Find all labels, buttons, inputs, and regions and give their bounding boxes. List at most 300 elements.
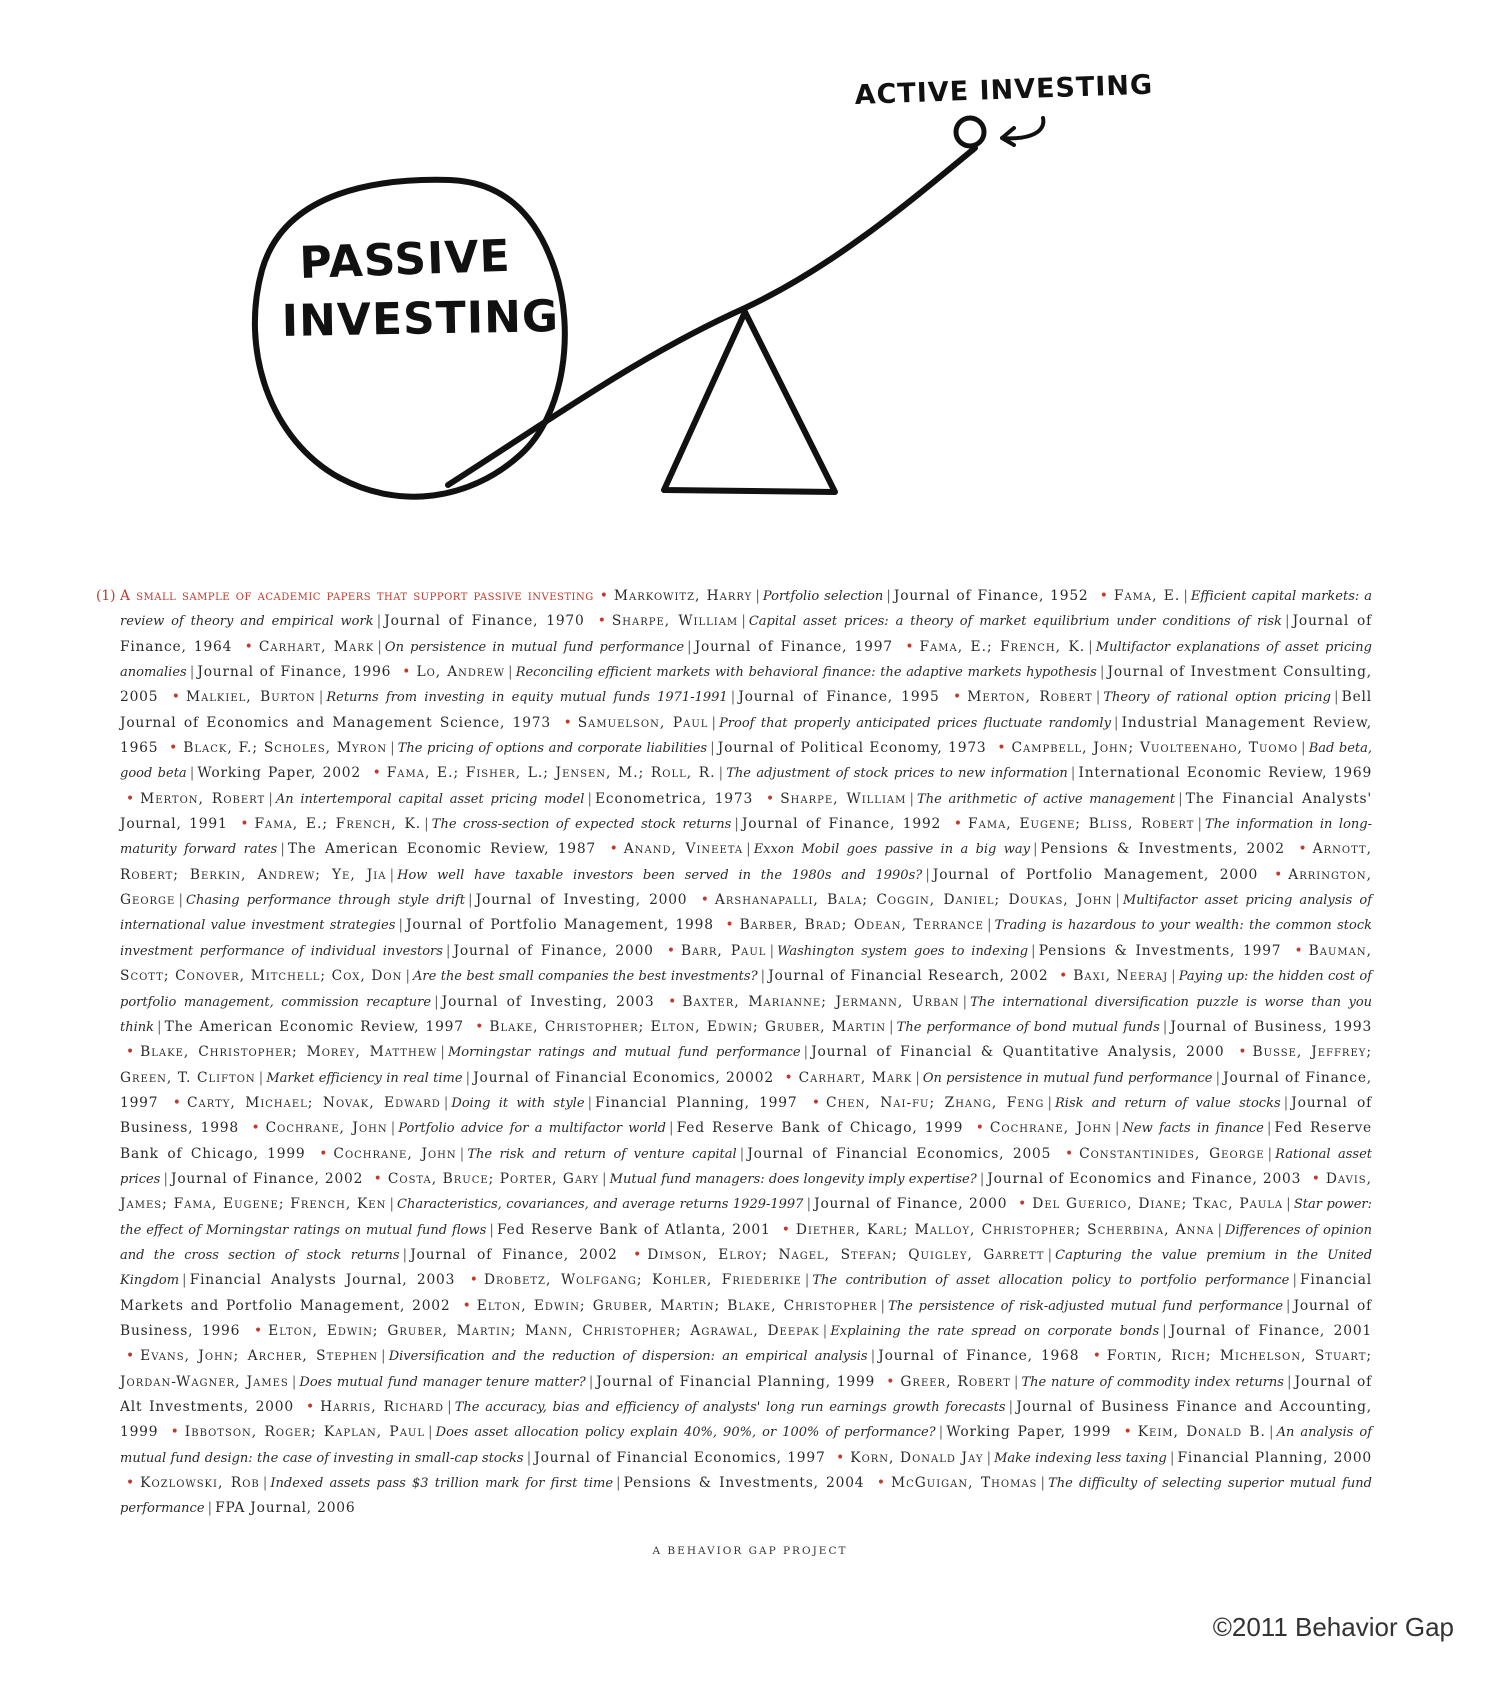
reference-journal: Journal of Finance, 2001 — [1169, 1322, 1372, 1339]
reference-authors: Anand, Vineeta — [623, 841, 744, 858]
reference-journal: Journal of Financial Economics, 2005 — [747, 1145, 1052, 1162]
reference-journal: Financial Markets and Portfolio Management, 2002 — [120, 1272, 1373, 1314]
reference-authors: Bauman, Scott; Conover, Mitchell; Cox, Don — [120, 942, 1372, 985]
reference-item — [140, 1348, 1079, 1364]
field-divider: | — [390, 740, 395, 757]
field-divider: | — [986, 917, 992, 934]
field-divider: | — [1268, 1424, 1274, 1441]
reference-authors: Costa, Bruce; Porter, Gary — [387, 1170, 600, 1187]
field-divider: | — [1162, 1018, 1168, 1035]
reference-authors: Merton, Robert — [967, 689, 1093, 706]
field-divider: | — [398, 917, 404, 934]
field-divider: | — [668, 1120, 674, 1137]
reference-title: Returns from investing in equity mutual funds 1971-1991 — [326, 690, 728, 706]
field-divider: | — [262, 1475, 268, 1492]
reference-authors: Carhart, Mark — [258, 638, 375, 655]
reference-journal: Journal of Finance, 2002 — [171, 1170, 364, 1187]
separator-dot: • — [766, 790, 775, 807]
field-divider: | — [760, 968, 766, 985]
separator-dot: • — [251, 1120, 260, 1137]
reference-list — [120, 588, 1372, 1516]
reference-journal: Journal of Financial Economics, 20002 — [473, 1069, 774, 1086]
separator-dot: • — [1018, 1196, 1027, 1213]
reference-authors: Greer, Robert — [900, 1373, 1011, 1390]
reference-journal: Journal of Business, 1993 — [1170, 1018, 1373, 1035]
reference-journal: Journal of Portfolio Management, 2000 — [932, 866, 1259, 883]
reference-journal: Financial Planning, 2000 — [1177, 1449, 1372, 1466]
reference-authors: Markowitz, Harry — [613, 588, 753, 604]
field-divider: | — [886, 588, 891, 604]
field-divider: | — [1286, 1196, 1291, 1213]
reference-authors: Cochrane, John — [265, 1120, 388, 1137]
separator-dot: • — [609, 841, 618, 858]
separator-dot: • — [169, 740, 178, 757]
field-divider: | — [587, 1094, 593, 1111]
seesaw-sketch — [0, 0, 1500, 560]
field-divider: | — [1070, 765, 1076, 782]
reference-title: Mutual fund managers: does longevity imply expertise? — [609, 1171, 977, 1187]
reference-authors: Elton, Edwin; Gruber, Martin; Blake, Christopher — [476, 1297, 878, 1314]
reference-title: Does asset allocation policy explain 40%, 90%, or 100% of performance? — [435, 1425, 936, 1441]
reference-title: On persistence in mutual fund performance — [922, 1070, 1213, 1086]
reference-authors: Campbell, John; Vuolteenaho, Tuomo — [1011, 740, 1299, 757]
reference-authors: Fortin, Rich; Michelson, Stuart; Jordan-Wagner, James — [120, 1348, 1373, 1390]
separator-dot: • — [172, 1094, 181, 1111]
separator-dot: • — [126, 1475, 135, 1492]
reference-journal: Journal of Finance, 1952 — [893, 588, 1089, 604]
reference-item — [186, 689, 940, 705]
field-divider: | — [587, 790, 593, 807]
reference-journal: Journal of Finance, 1997 — [694, 638, 893, 655]
reference-title: Differences of opinion and the cross section of stock returns — [120, 1222, 1372, 1263]
field-divider: | — [465, 1069, 471, 1086]
field-divider: | — [1171, 968, 1176, 985]
reference-item — [254, 816, 941, 832]
separator-dot: • — [563, 714, 572, 731]
field-divider: | — [962, 993, 968, 1010]
reference-journal: Journal of Finance, 2002 — [410, 1246, 618, 1263]
separator-dot: • — [1059, 968, 1068, 985]
reference-title: Portfolio selection — [762, 589, 884, 604]
reference-journal: Journal of Economics and Finance, 2003 — [987, 1170, 1302, 1187]
field-divider: | — [291, 1373, 297, 1390]
reference-journal: Pensions & Investments, 2004 — [623, 1475, 865, 1492]
fulcrum-triangle — [664, 312, 835, 492]
separator-dot: • — [597, 613, 606, 630]
field-divider: | — [822, 1322, 828, 1339]
reference-item — [266, 1120, 964, 1136]
reference-journal: Journal of Political Economy, 1973 — [717, 740, 987, 757]
field-divider: | — [440, 1044, 445, 1061]
reference-authors: Ibbotson, Roger; Kaplan, Paul — [184, 1424, 425, 1441]
reference-authors: Harris, Richard — [320, 1399, 445, 1415]
reference-journal: Bell Journal of Economics and Management Science, 1973 — [120, 689, 1372, 731]
field-divider: | — [755, 588, 760, 604]
reference-item — [624, 841, 1285, 857]
field-divider: | — [687, 638, 692, 655]
reference-item — [388, 1171, 1301, 1187]
field-divider: | — [1334, 689, 1339, 706]
separator-dot: • — [372, 765, 381, 782]
active-label: ACTIVE INVESTING — [854, 69, 1154, 111]
field-divider: | — [1113, 714, 1119, 731]
separator-dot: • — [1298, 841, 1307, 858]
reference-title: How well have taxable investors been served in the 1980s and 1990s? — [397, 867, 923, 883]
field-divider: | — [376, 613, 382, 630]
reference-title: Capital asset prices: a theory of market equilibrium under conditions of risk — [748, 614, 1282, 630]
reference-authors: Baxter, Marianne; Jermann, Urban — [682, 993, 960, 1010]
reference-item — [681, 943, 1281, 959]
field-divider: | — [1266, 1120, 1272, 1137]
separator-dot: • — [784, 1069, 793, 1086]
separator-dot: • — [373, 1170, 382, 1187]
field-divider: | — [447, 1399, 452, 1415]
reference-title: The arithmetic of active management — [917, 791, 1176, 807]
field-divider: | — [803, 1044, 809, 1061]
separator-dot: • — [1123, 1424, 1132, 1441]
reference-journal: Journal of Business, 1998 — [120, 1094, 1373, 1137]
copyright-notice: ©2011 Behavior Gap — [1212, 1612, 1454, 1642]
field-divider: | — [588, 1373, 594, 1390]
separator-dot: • — [244, 638, 253, 655]
field-divider: | — [925, 866, 930, 883]
field-divider: | — [915, 1069, 920, 1086]
reference-title: Make indexing less taxing — [994, 1450, 1167, 1466]
separator-dot: • — [1092, 1348, 1101, 1365]
reference-authors: Barr, Paul — [680, 942, 767, 959]
separator-dot: • — [126, 1348, 135, 1365]
field-divider: | — [1215, 1069, 1221, 1086]
field-divider: | — [1031, 942, 1036, 959]
separator-dot: • — [975, 1120, 984, 1137]
field-divider: | — [182, 1272, 187, 1289]
separator-dot: • — [811, 1094, 821, 1111]
reference-title: An analysis of mutual fund design: the case of investing in small-cap stocks — [120, 1425, 1373, 1466]
reference-item — [140, 1044, 1224, 1060]
separator-dot: • — [305, 1399, 315, 1415]
reference-journal: Econometrica, 1973 — [595, 790, 754, 807]
field-divider: | — [445, 942, 451, 959]
field-divider: | — [806, 1196, 812, 1213]
field-divider: | — [1008, 1399, 1014, 1415]
reference-authors: Baxi, Neeraj — [1073, 968, 1169, 985]
reference-title: The performance of bond mutual funds — [896, 1019, 1160, 1035]
field-divider: | — [468, 892, 473, 909]
separator-dot: • — [170, 1424, 179, 1441]
separator-dot: • — [126, 790, 135, 807]
reference-title: Exxon Mobil goes passive in a big way — [753, 842, 1030, 858]
field-divider: | — [1115, 892, 1120, 909]
reference-authors: Sharpe, William — [780, 790, 907, 807]
field-divider: | — [870, 1348, 876, 1365]
field-divider: | — [389, 1196, 395, 1213]
field-divider: | — [1292, 1272, 1298, 1289]
separator-dot: • — [725, 917, 734, 934]
reference-title: The nature of commodity index returns — [1021, 1374, 1284, 1390]
reference-title: Proof that properly anticipated prices fluctuate randomly — [719, 715, 1111, 731]
reference-authors: Carhart, Mark — [798, 1069, 913, 1086]
reference-title: Characteristics, covariances, and average returns 1929-1997 — [397, 1197, 804, 1213]
field-divider: | — [741, 613, 746, 630]
reference-authors: Diether, Karl; Malloy, Christopher; Scherbina, Anna — [795, 1221, 1215, 1238]
reference-title: The cross-section of expected stock returns — [431, 817, 732, 833]
field-divider: | — [189, 664, 195, 681]
separator-dot: • — [666, 942, 675, 959]
reference-title: The pricing of options and corporate liabilities — [397, 741, 708, 757]
field-divider: | — [258, 1069, 264, 1086]
reference-title: Explaining the rate spread on corporate bonds — [830, 1323, 1160, 1339]
field-divider: | — [381, 1348, 386, 1365]
field-divider: | — [1301, 740, 1306, 757]
reference-journal: Pensions & Investments, 2002 — [1040, 841, 1285, 858]
reference-title: Market efficiency in real time — [266, 1070, 463, 1086]
reference-title: Theory of rational option pricing — [1103, 690, 1331, 706]
reference-item — [614, 588, 1089, 604]
separator-dot: • — [1238, 1044, 1247, 1061]
field-divider: | — [402, 1246, 408, 1263]
field-divider: | — [718, 765, 724, 782]
field-divider: | — [889, 1018, 894, 1035]
reference-authors: Korn, Donald Jay — [850, 1449, 984, 1466]
field-divider: | — [390, 1120, 396, 1137]
reference-journal: Journal of Finance, 1968 — [878, 1348, 1080, 1365]
reference-authors: Chen, Nai-fu; Zhang, Feng — [826, 1094, 1045, 1111]
passive-label-line2: INVESTING — [281, 291, 560, 347]
reference-item — [489, 1019, 1372, 1035]
field-divider: | — [428, 1424, 433, 1441]
separator-dot: • — [836, 1449, 845, 1466]
field-divider: | — [1283, 1094, 1289, 1111]
separator-dot: • — [240, 816, 249, 833]
field-divider: | — [443, 1094, 449, 1111]
reference-title: The persistence of risk-adjusted mutual fund performance — [888, 1298, 1283, 1314]
field-divider: | — [1047, 1094, 1052, 1111]
reference-title: New facts in finance — [1122, 1121, 1264, 1137]
reference-journal: Journal of Finance, 1992 — [741, 816, 942, 833]
separator-dot: • — [781, 1221, 790, 1238]
separator-dot: • — [700, 892, 709, 909]
reference-item — [187, 1095, 797, 1111]
reference-item — [387, 765, 1372, 781]
reference-journal: Journal of Investment Consulting, 2005 — [120, 664, 1372, 706]
field-divider: | — [1217, 1221, 1223, 1238]
reference-title: An intertemporal capital asset pricing model — [275, 791, 585, 807]
reference-title: Diversification and the reduction of dispersion: an empirical analysis — [388, 1349, 868, 1365]
field-divider: | — [1285, 1297, 1291, 1314]
reference-authors: McGuigan, Thomas — [890, 1475, 1038, 1492]
active-investing-circle — [956, 118, 984, 146]
reference-title: Morningstar ratings and mutual fund performance — [447, 1045, 801, 1061]
reference-item — [850, 1450, 1372, 1466]
reference-title: Doing it with style — [451, 1095, 585, 1111]
reference-title: Rational asset prices — [120, 1146, 1372, 1187]
reference-journal: Fed Reserve Bank of Chicago, 1999 — [676, 1120, 964, 1137]
reference-authors: Fama, E. — [1113, 588, 1181, 604]
field-divider: | — [1013, 1373, 1019, 1390]
references-paragraph — [96, 584, 1372, 1522]
reference-authors: Carty, Michael; Novak, Edward — [186, 1094, 441, 1111]
footnote-number: (1) — [96, 588, 116, 604]
reference-authors: Blake, Christopher; Morey, Matthew — [140, 1044, 438, 1061]
reference-title: The risk and return of venture capital — [467, 1146, 737, 1162]
field-divider: | — [424, 816, 429, 833]
reference-item — [183, 740, 986, 756]
separator-dot: • — [475, 1018, 484, 1035]
field-divider: | — [616, 1475, 621, 1492]
field-divider: | — [489, 1221, 494, 1238]
reference-journal: Pensions & Investments, 1997 — [1038, 942, 1282, 959]
field-divider: | — [1286, 1373, 1292, 1390]
field-divider: | — [1197, 816, 1203, 833]
field-divider: | — [377, 638, 382, 655]
project-credit: A BEHAVIOR GAP PROJECT — [652, 1545, 848, 1557]
reference-title: Trading is hazardous to your wealth: the common stock investment performance of individual investors — [120, 918, 1372, 959]
separator-dot: • — [953, 689, 962, 706]
separator-dot: • — [319, 1145, 328, 1162]
reference-title: Multifactor explanations of asset pricing anomalies — [120, 639, 1372, 681]
reference-journal: Financial Planning, 1997 — [595, 1094, 798, 1111]
reference-journal: Fed Reserve Bank of Atlanta, 2001 — [496, 1221, 771, 1238]
reference-journal: Journal of Finance, 2000 — [453, 942, 654, 959]
reference-authors: Arnott, Robert; Berkin, Andrew; Ye, Jia — [120, 841, 1373, 883]
field-divider: | — [389, 866, 395, 883]
reference-item — [259, 639, 893, 655]
separator-dot: • — [254, 1322, 263, 1339]
reference-title: Multifactor asset pricing analysis of international value investment strategies — [120, 893, 1373, 934]
reference-journal: The American Economic Review, 1997 — [164, 1018, 464, 1035]
separator-dot: • — [886, 1373, 895, 1390]
field-divider: | — [739, 1145, 745, 1162]
field-divider: | — [1032, 841, 1038, 858]
reference-authors: Del Guerico, Diane; Tkac, Paula — [1032, 1196, 1284, 1213]
field-divider: | — [189, 765, 195, 782]
reference-title: The adjustment of stock prices to new information — [726, 766, 1068, 782]
reference-title: Portfolio advice for a multifactor world — [398, 1121, 666, 1137]
reference-authors: Barber, Brad; Odean, Terrance — [739, 917, 984, 934]
separator-dot: • — [126, 1044, 135, 1061]
reference-journal: Journal of Alt Investments, 2000 — [120, 1373, 1372, 1415]
field-divider: | — [1267, 1145, 1273, 1162]
reference-authors: Samuelson, Paul — [577, 714, 709, 731]
reference-journal: International Economic Review, 1969 — [1078, 765, 1373, 782]
reference-title: Paying up: the hidden cost of portfolio management, commission recapture — [120, 969, 1372, 1010]
field-divider: | — [280, 841, 285, 858]
reference-item — [140, 791, 753, 807]
reference-journal: Journal of Financial Economics, 1997 — [534, 1449, 826, 1466]
reference-authors: Blake, Christopher; Elton, Edwin; Gruber, Martin — [489, 1018, 887, 1035]
reference-journal: Journal of Finance, 1997 — [120, 1069, 1372, 1111]
references-heading: A small sample of academic papers that support passive investing — [120, 588, 594, 604]
field-divider: | — [207, 1500, 213, 1517]
reference-item — [268, 1323, 1372, 1339]
reference-authors: Fama, E.; French, K. — [919, 638, 1086, 655]
reference-title: Does mutual fund manager tenure matter? — [299, 1374, 586, 1390]
reference-journal: Journal of Finance, 1996 — [197, 664, 392, 681]
reference-journal: Industrial Management Review, 1965 — [120, 714, 1372, 757]
reference-item — [185, 1424, 1111, 1440]
reference-authors: Fama, Eugene; Bliss, Robert — [968, 816, 1195, 833]
reference-journal: The American Economic Review, 1987 — [287, 841, 597, 858]
field-divider: | — [730, 689, 736, 706]
reference-authors: Lo, Andrew — [416, 664, 506, 681]
field-divider: | — [1047, 1246, 1053, 1263]
field-divider: | — [1040, 1475, 1046, 1492]
field-divider: | — [268, 790, 273, 807]
reference-authors: Drobetz, Wolfgang; Kohler, Friederike — [483, 1272, 802, 1289]
field-divider: | — [1099, 664, 1105, 681]
field-divider: | — [1162, 1322, 1167, 1339]
field-divider: | — [710, 740, 715, 757]
field-divider: | — [734, 816, 739, 833]
reference-authors: Cochrane, John — [333, 1145, 457, 1162]
reference-title: Washington system goes to indexing — [777, 943, 1029, 959]
reference-journal: Financial Analysts Journal, 2003 — [189, 1272, 456, 1289]
separator-dot: • — [599, 588, 608, 604]
reference-journal: Journal of Business Finance and Accounting, 1999 — [120, 1399, 1372, 1441]
field-divider: | — [318, 689, 324, 706]
reference-authors: Sharpe, William — [611, 613, 739, 630]
field-divider: | — [1183, 588, 1188, 604]
field-divider: | — [157, 1018, 162, 1035]
field-divider: | — [1095, 689, 1101, 706]
reference-authors: Fama, E.; French, K. — [254, 816, 422, 833]
reference-title: Are the best small companies the best investments? — [413, 969, 758, 985]
separator-dot: • — [997, 740, 1006, 757]
field-divider: | — [602, 1170, 607, 1187]
reference-authors: Davis, James; Fama, Eugene; French, Ken — [120, 1170, 1373, 1213]
reference-authors: Kozlowski, Rob — [140, 1475, 260, 1492]
reference-authors: Busse, Jeffrey; Green, T. Clifton — [120, 1044, 1372, 1086]
reference-authors: Constantinides, George — [1079, 1145, 1265, 1162]
field-divider: | — [508, 664, 513, 681]
separator-dot: • — [953, 816, 963, 833]
separator-dot: • — [668, 993, 677, 1010]
reference-journal: Journal of Finance, 1970 — [384, 613, 585, 630]
reference-authors: Evans, John; Archer, Stephen — [140, 1348, 379, 1365]
field-divider: | — [1178, 790, 1183, 807]
pointer-arrow-icon — [1002, 118, 1043, 145]
reference-title: Star power: the effect of Morningstar ratings on mutual fund flows — [120, 1197, 1373, 1238]
separator-dot: • — [469, 1272, 478, 1289]
reference-title: Capturing the value premium in the United Kingdom — [120, 1247, 1373, 1289]
reference-title: Efficient capital markets: a review of theory and empirical work — [120, 589, 1373, 630]
reference-journal: Journal of Finance, 1995 — [738, 689, 940, 706]
reference-title: The information in long-maturity forward rates — [120, 817, 1372, 858]
field-divider: | — [938, 1424, 944, 1441]
reference-authors: Arrington, George — [120, 866, 1372, 909]
reference-item — [333, 1146, 1051, 1162]
field-divider: | — [986, 1449, 992, 1466]
field-divider: | — [711, 714, 717, 731]
separator-dot: • — [1294, 942, 1303, 959]
reference-journal: Journal of Financial & Quantitative Analysis, 2000 — [811, 1044, 1225, 1061]
field-divider: | — [434, 993, 439, 1010]
passive-label-line1: PASSIVE — [298, 230, 512, 289]
reference-title: The difficulty of selecting superior mutual fund performance — [120, 1476, 1372, 1517]
reference-authors: Keim, Donald B. — [1137, 1424, 1266, 1441]
field-divider: | — [979, 1170, 985, 1187]
reference-journal: FPA Journal, 2006 — [215, 1500, 356, 1517]
separator-dot: • — [1099, 588, 1108, 604]
separator-dot: • — [402, 664, 411, 681]
reference-journal: Fed Reserve Bank of Chicago, 1999 — [120, 1120, 1373, 1162]
reference-authors: Malkiel, Burton — [185, 689, 316, 706]
reference-title: Risk and return of value stocks — [1055, 1095, 1281, 1111]
reference-journal: Working Paper, 1999 — [946, 1424, 1112, 1441]
reference-authors: Cochrane, John — [989, 1120, 1112, 1137]
field-divider: | — [1088, 638, 1093, 655]
reference-journal: Journal of Finance, 1964 — [120, 613, 1373, 655]
